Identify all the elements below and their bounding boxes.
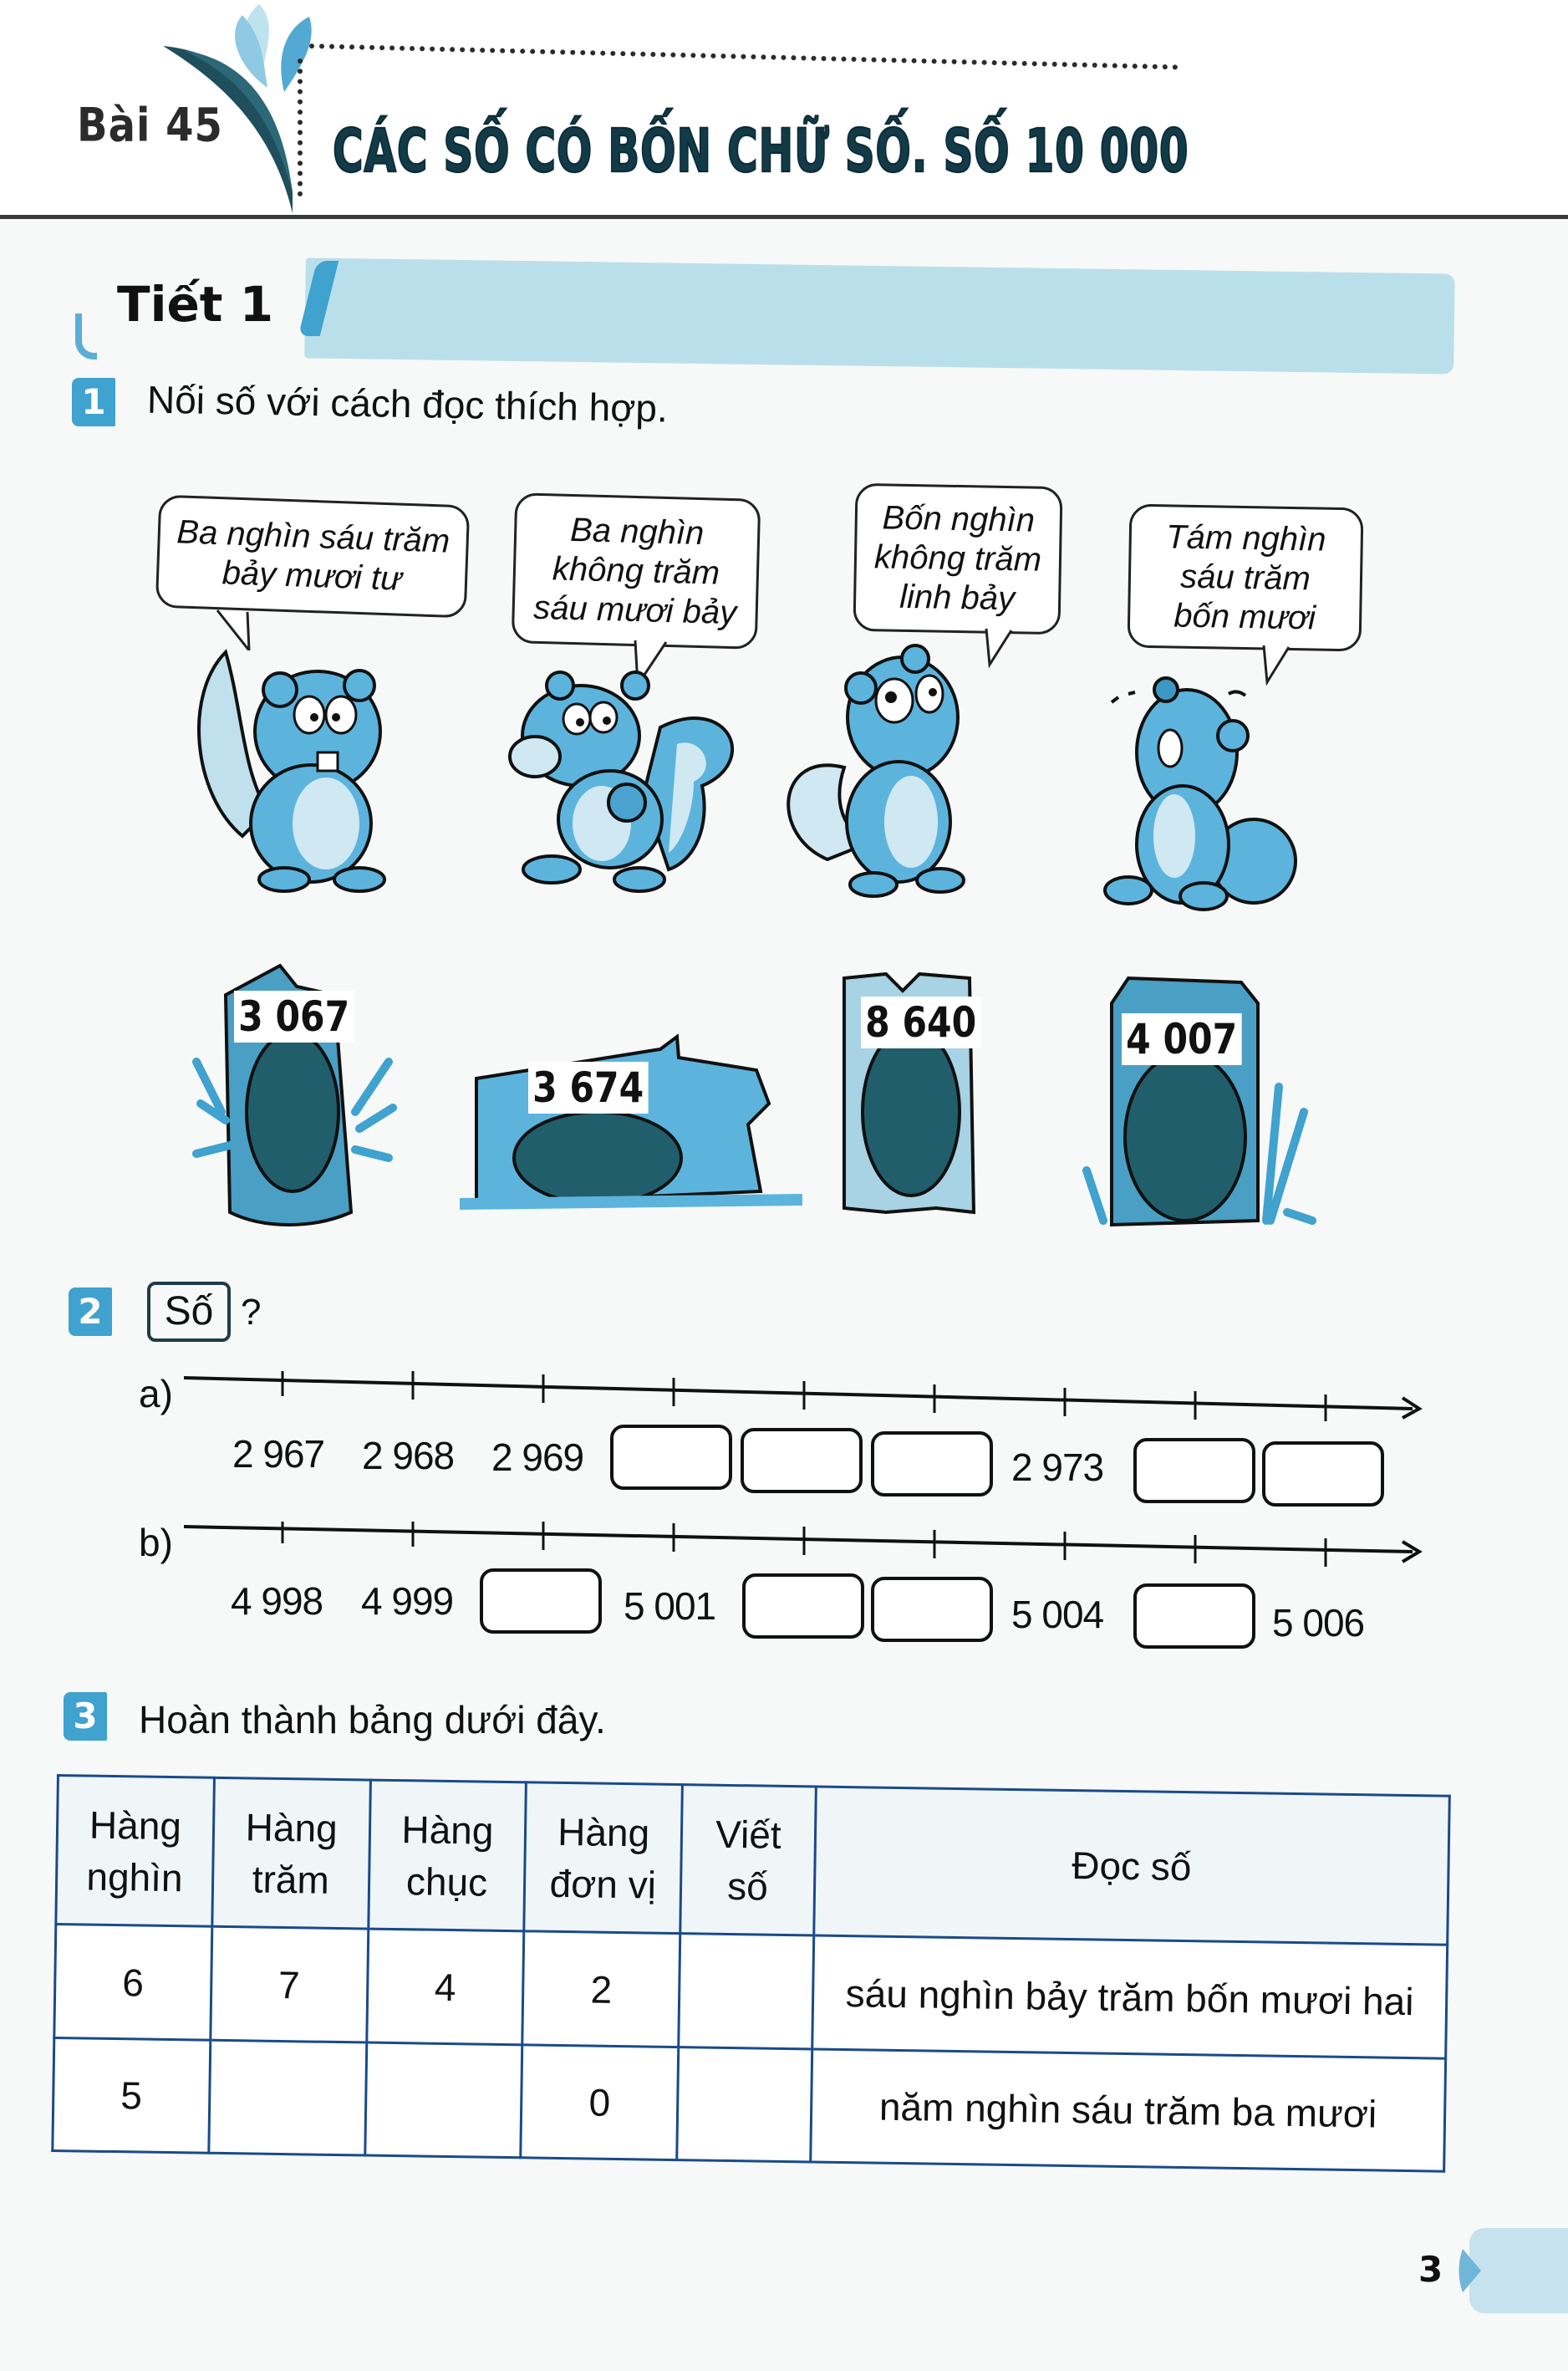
question-mark: ? [241,1292,262,1333]
cell-tens: 4 [366,1929,524,2045]
line-b-answer-box-3[interactable] [480,1568,602,1634]
header-write-line-1: Viết [715,1812,782,1857]
header-units-line-1: Hàng [557,1809,650,1855]
cell-write-number[interactable] [679,1934,814,2049]
header-tens-line-1: Hàng [401,1807,494,1853]
bubble-2-line-2: không trăm [552,549,720,592]
bubble-4-line-1: Tám nghìn [1165,518,1326,558]
number-line-a [184,1371,1429,1421]
cell-write-number[interactable] [677,2047,812,2162]
line-b-answer-box-8[interactable] [1133,1583,1255,1649]
header-thousands [56,1776,214,1927]
line-a-value-1: 2 967 [232,1432,325,1476]
line-b-label: b) [139,1521,173,1564]
bubble-3-line-3: linh bảy [899,578,1016,618]
exercise-1-badge: 1 [72,378,115,426]
line-a-label: a) [139,1372,173,1415]
cell-read-number: năm nghìn sáu trăm ba mươi [811,2049,1446,2171]
cell-units: 0 [521,2045,679,2160]
line-a-answer-box-6[interactable] [871,1431,993,1497]
line-b-value-9: 5 006 [1272,1601,1365,1644]
table-row [53,2037,1446,2171]
period-banner [304,257,1455,374]
header-tens [368,1780,526,1931]
exercise-2-badge: 2 [69,1287,112,1336]
period-hook-icon [75,314,97,359]
bubble-4-line-2: sáu trăm [1179,558,1311,597]
bubble-3-line-1: Bốn nghìn [882,499,1036,539]
header-read-number: Đọc số [814,1787,1450,1945]
number-line-b [184,1522,1429,1572]
lesson-header [0,0,1568,242]
bubble-1-line-1: Ba nghìn sáu trăm [176,512,451,560]
tree-stump-4-icon [1078,970,1321,1233]
squirrel-1-icon [192,644,418,895]
speech-bubble-1 [155,495,470,619]
header-units [524,1782,682,1934]
number-prompt-box: Số [147,1282,231,1342]
line-a-answer-box-4[interactable] [610,1425,732,1490]
line-a-value-2: 2 968 [362,1434,455,1477]
line-a-value-7: 2 973 [1011,1446,1104,1489]
line-b-answer-box-6[interactable] [871,1577,993,1642]
header-write-line-2: số [726,1864,769,1909]
period-label: Tiết 1 [117,276,274,333]
stump-4-number: 4 007 [1122,1013,1241,1065]
cell-tens[interactable] [364,2042,522,2158]
table-row [54,1925,1448,2059]
header-thousands-line-1: Hàng [89,1802,182,1848]
bubble-2-line-3: sáu mươi bảy [532,589,737,631]
exercise-3-badge: 3 [64,1692,107,1741]
cell-thousands: 5 [53,2037,211,2153]
stump-1-number: 3 067 [234,991,354,1043]
cell-read-number: sáu nghìn bảy trăm bốn mươi hai [812,1935,1448,2058]
squirrel-2-icon [493,660,744,895]
cell-hundreds: 7 [211,1926,369,2042]
exercise-1-instruction: Nối số với cách đọc thích hợp. [146,377,669,431]
exercise-3-instruction: Hoàn thành bảng dưới đây. [139,1698,606,1741]
line-a-answer-box-5[interactable] [741,1428,863,1493]
stump-2-number: 3 674 [528,1062,648,1114]
page-number: 3 [1418,2249,1443,2290]
dotted-divider [298,59,303,196]
line-a-answer-box-8[interactable] [1133,1438,1255,1503]
stump-3-number: 8 640 [861,997,980,1048]
squirrel-3-icon [777,642,995,901]
header-hundreds [212,1777,370,1929]
line-b-answer-box-5[interactable] [742,1573,864,1639]
header-hundreds-line-2: trăm [252,1856,330,1902]
bubble-3-line-2: không trăm [873,538,1042,579]
tree-stump-2-icon [460,1033,802,1212]
bubble-1-line-2: bảy mươi tư [221,553,403,598]
bubble-2-line-1: Ba nghìn [569,511,705,552]
header-thousands-line-2: nghìn [86,1854,184,1899]
header-tens-line-2: chục [405,1859,488,1904]
cell-units: 2 [522,1931,680,2047]
line-b-value-2: 4 999 [361,1579,454,1623]
header-write-number [680,1785,816,1935]
line-a-value-3: 2 969 [491,1435,584,1479]
page-tab-arrow-icon [1456,2246,1489,2296]
header-units-line-2: đơn vị [549,1861,657,1907]
line-b-value-7: 5 004 [1011,1593,1104,1636]
bubble-4-line-3: bốn mươi [1173,597,1316,636]
line-b-value-1: 4 998 [231,1579,323,1623]
header-hundreds-line-1: Hàng [245,1804,339,1850]
cell-thousands: 6 [54,1925,212,2041]
speech-bubble-2 [512,492,761,650]
cell-hundreds[interactable] [209,2040,367,2155]
place-value-table [51,1774,1451,2173]
period-label-box [75,259,293,347]
lesson-number: Bài 45 [77,98,223,153]
line-a-answer-box-9[interactable] [1262,1441,1384,1507]
speech-bubble-3 [853,483,1062,635]
speech-bubble-4 [1128,504,1364,652]
squirrel-4-icon [1078,669,1304,911]
line-b-value-4: 5 001 [624,1584,716,1628]
lesson-title: CÁC SỐ CÓ BỐN CHỮ SỐ. SỐ 10 000 [333,117,1189,186]
